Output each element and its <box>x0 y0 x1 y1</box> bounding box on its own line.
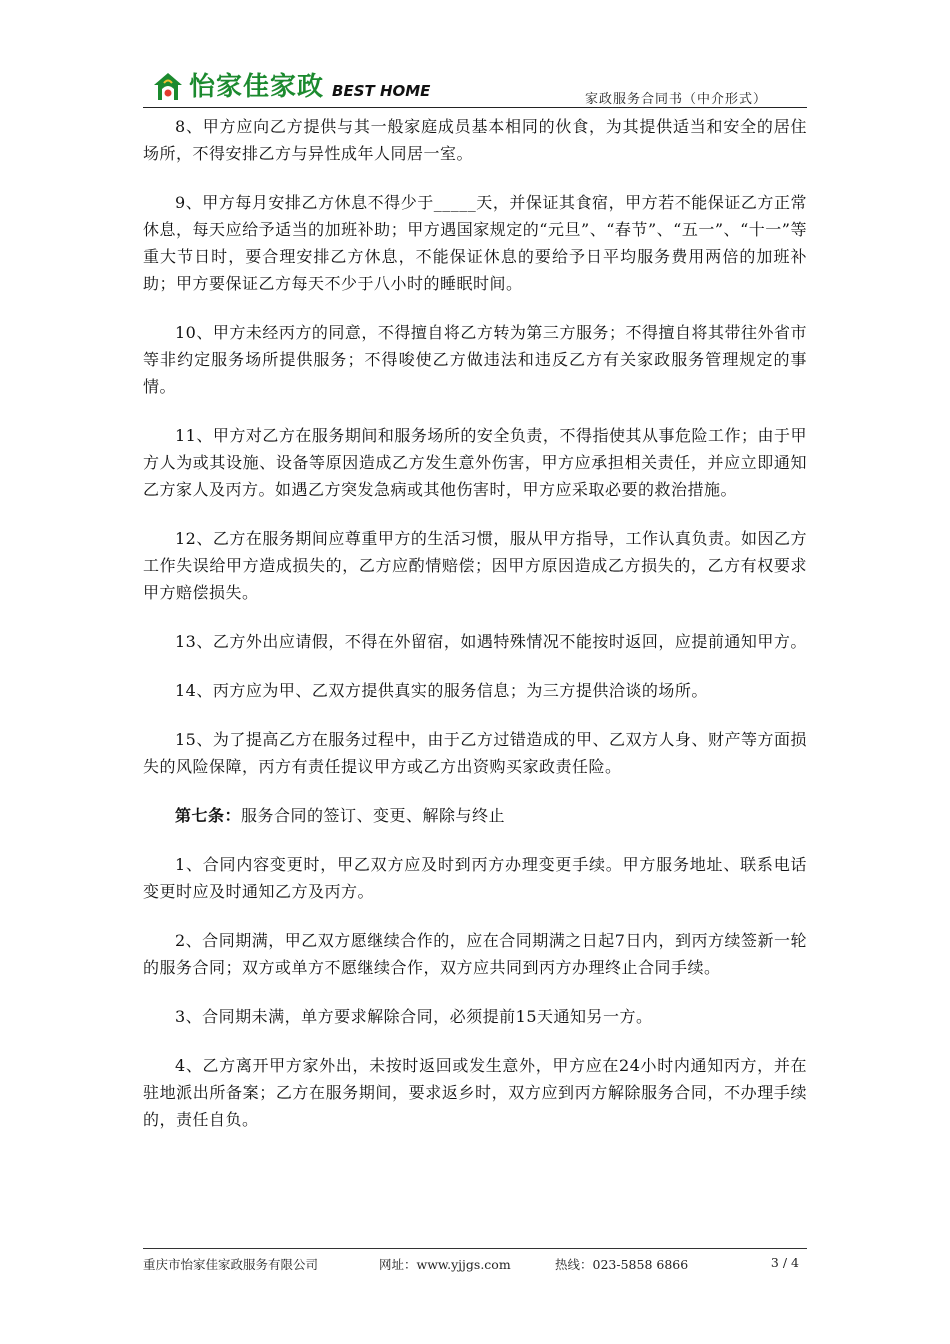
clause-14: 14、丙方应为甲、乙双方提供真实的服务信息；为三方提供洽谈的场所。 <box>175 681 708 700</box>
company-logo <box>151 68 430 106</box>
footer-hotline: 热线：023-5858 6866 <box>555 1257 689 1272</box>
document-body <box>143 113 807 1155</box>
article-7-heading <box>143 802 807 829</box>
article-7-clause-4: 4、乙方离开甲方家外出，未按时返回或发生意外，甲方应在24小时内通知丙方，并在驻地派出所备案；乙方在服务期间，要求返乡时，双方应到丙方解除服务合同，不办理手续的，责任自负。 <box>143 1056 807 1129</box>
logo-chinese-name: 怡家佳家政 <box>189 72 325 102</box>
clause-9: 9、甲方每月安排乙方休息不得少于_____天，并保证其食宿，甲方若不能保证乙方正常休息，每天应给予适当的加班补助；甲方遇国家规定的“元旦”、“春节”、“五一”、“十一”等重大节日时，要合理安排乙方休息，不能保证休息的要给予日平均服务费用两倍的加班补助；甲方要保证乙方每天不少于八小时的睡眠时间。 <box>143 193 807 293</box>
article-7-title: 服务合同的签订、变更、解除与终止 <box>241 806 506 825</box>
footer-website: 网址：www.yjjgs.com <box>379 1257 511 1272</box>
article-7-clause-3: 3、合同期未满，单方要求解除合同，必须提前15天通知另一方。 <box>175 1007 653 1026</box>
clause-8: 8、甲方应向乙方提供与其一般家庭成员基本相同的伙食，为其提供适当和安全的居住场所，不得安排乙方与异性成年人同居一室。 <box>143 117 807 163</box>
article-7-clause-2: 2、合同期满，甲乙双方愿继续合作的，应在合同期满之日起7日内，到丙方续签新一轮的服务合同；双方或单方不愿继续合作，双方应共同到丙方办理终止合同手续。 <box>143 931 807 977</box>
clause-13: 13、乙方外出应请假，不得在外留宿，如遇特殊情况不能按时返回，应提前通知甲方。 <box>175 632 807 651</box>
header-divider <box>143 107 807 108</box>
page-header <box>143 64 807 110</box>
page-footer <box>143 1248 807 1279</box>
document-type: 家政服务合同书（中介形式） <box>584 92 767 107</box>
house-logo-icon <box>151 70 185 104</box>
article-7-label: 第七条： <box>175 806 242 825</box>
clause-12: 12、乙方在服务期间应尊重甲方的生活习惯，服从甲方指导，工作认真负责。如因乙方工作失误给甲方造成损失的，乙方应酌情赔偿；因甲方原因造成乙方损失的，乙方有权要求甲方赔偿损失。 <box>143 529 807 602</box>
clause-15: 15、为了提高乙方在服务过程中，由于乙方过错造成的甲、乙双方人身、财产等方面损失的风险保障，丙方有责任提议甲方或乙方出资购买家政责任险。 <box>143 730 807 776</box>
article-7-clause-1: 1、合同内容变更时，甲乙双方应及时到丙方办理变更手续。甲方服务地址、联系电话变更时应及时通知乙方及丙方。 <box>143 855 807 901</box>
page-number: 3 / 4 <box>770 1255 799 1270</box>
logo-english-name: BEST HOME <box>332 82 431 100</box>
footer-company: 重庆市怡家佳家政服务有限公司 <box>143 1257 319 1272</box>
clause-10: 10、甲方未经丙方的同意，不得擅自将乙方转为第三方服务；不得擅自将其带往外省市等非约定服务场所提供服务；不得唆使乙方做违法和违反乙方有关家政服务管理规定的事情。 <box>143 323 807 396</box>
clause-11: 11、甲方对乙方在服务期间和服务场所的安全负责，不得指使其从事危险工作；由于甲方人为或其设施、设备等原因造成乙方发生意外伤害，甲方应承担相关责任，并应立即通知乙方家人及丙方。如遇乙方突发急病或其他伤害时，甲方应采取必要的救治措施。 <box>143 426 807 499</box>
footer-divider <box>143 1248 807 1249</box>
